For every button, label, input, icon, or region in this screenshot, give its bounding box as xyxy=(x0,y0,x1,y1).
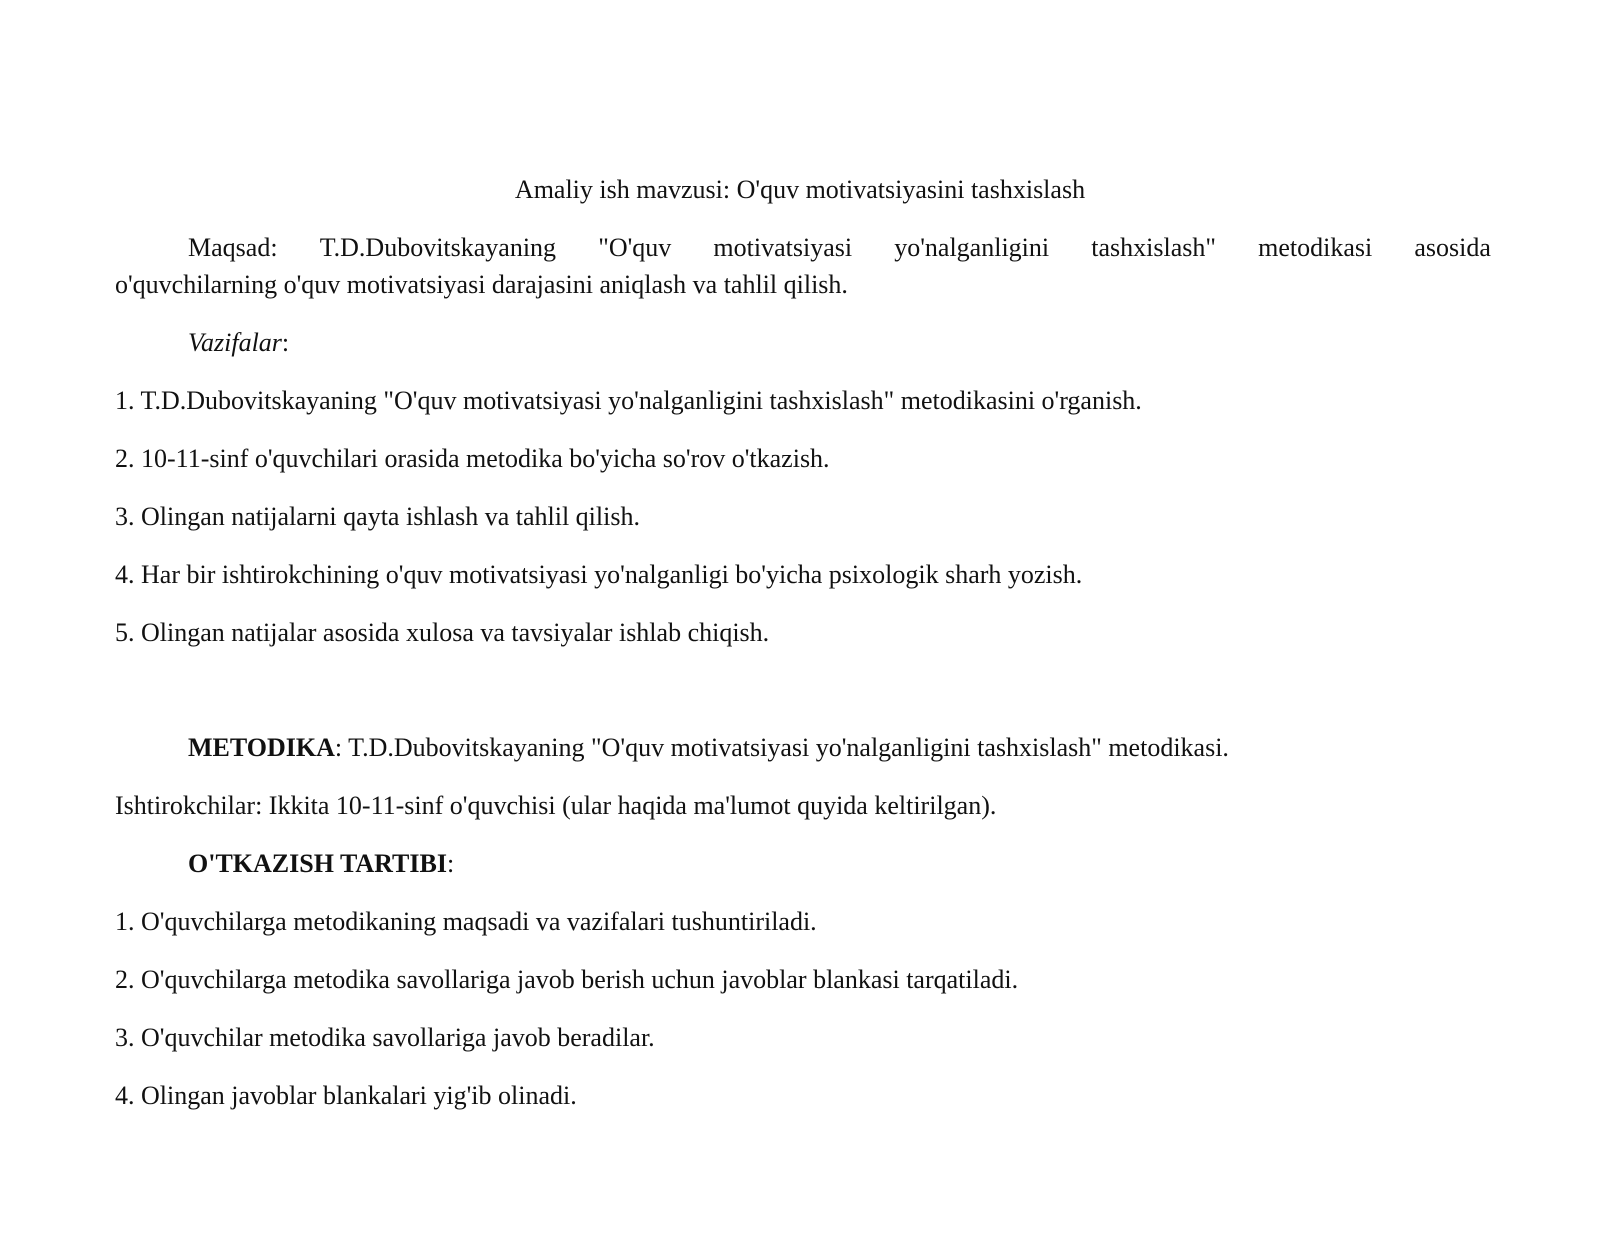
goal-word: tashxislash" xyxy=(1091,233,1216,262)
task-item: 2. 10-11-sinf o'quvchilari orasida metodika bo'yicha so'rov o'tkazish. xyxy=(115,444,830,473)
task-item: 4. Har bir ishtirokchining o'quv motivatsiyasi yo'nalganligi bo'yicha psixologik sharh yozish. xyxy=(115,560,1083,589)
procedure-heading xyxy=(188,845,454,883)
goal-word: metodikasi xyxy=(1258,233,1373,262)
goal-paragraph-line-1 xyxy=(188,229,1491,267)
method-label: METODIKA xyxy=(188,733,335,762)
procedure-item: 3. O'quvchilar metodika savollariga javob beradilar. xyxy=(115,1023,655,1052)
procedure-item: 4. Olingan javoblar blankalari yig'ib olinadi. xyxy=(115,1081,577,1110)
goal-paragraph-line-2: o'quvchilarning o'quv motivatsiyasi darajasini aniqlash va tahlil qilish. xyxy=(115,270,848,299)
goal-word: asosida xyxy=(1414,233,1491,262)
procedure-heading-colon: : xyxy=(446,849,455,878)
task-item: 5. Olingan natijalar asosida xulosa va tavsiyalar ishlab chiqish. xyxy=(115,618,770,647)
participants-paragraph: Ishtirokchilar: Ikkita 10-11-sinf o'quvchisi (ular haqida ma'lumot quyida keltirilgan). xyxy=(115,791,997,820)
goal-word: "O'quv xyxy=(598,233,672,262)
tasks-heading-label: Vazifalar xyxy=(188,328,282,357)
task-item: 1. T.D.Dubovitskayaning "O'quv motivatsiyasi yo'nalganligini tashxislash" metodikasini o'rganish. xyxy=(115,386,1142,415)
goal-word: T.D.Dubovitskayaning xyxy=(319,233,557,262)
method-paragraph xyxy=(188,729,1229,767)
goal-word: Maqsad: xyxy=(188,233,278,262)
document-title: Amaliy ish mavzusi: O'quv motivatsiyasini tashxislash xyxy=(514,175,1086,204)
procedure-heading-label: O'TKAZISH TARTIBI xyxy=(188,849,447,878)
goal-word: yo'nalganligini xyxy=(894,233,1050,262)
procedure-item: 1. O'quvchilarga metodikaning maqsadi va vazifalari tushuntiriladi. xyxy=(115,907,817,936)
method-text: : T.D.Dubovitskayaning "O'quv motivatsiyasi yo'nalganligini tashxislash" metodikasi. xyxy=(334,733,1229,762)
tasks-heading-colon: : xyxy=(281,328,290,357)
task-item: 3. Olingan natijalarni qayta ishlash va tahlil qilish. xyxy=(115,502,640,531)
tasks-heading xyxy=(188,324,289,362)
procedure-item: 2. O'quvchilarga metodika savollariga javob berish uchun javoblar blankasi tarqatiladi. xyxy=(115,965,1019,994)
goal-word: motivatsiyasi xyxy=(713,233,853,262)
